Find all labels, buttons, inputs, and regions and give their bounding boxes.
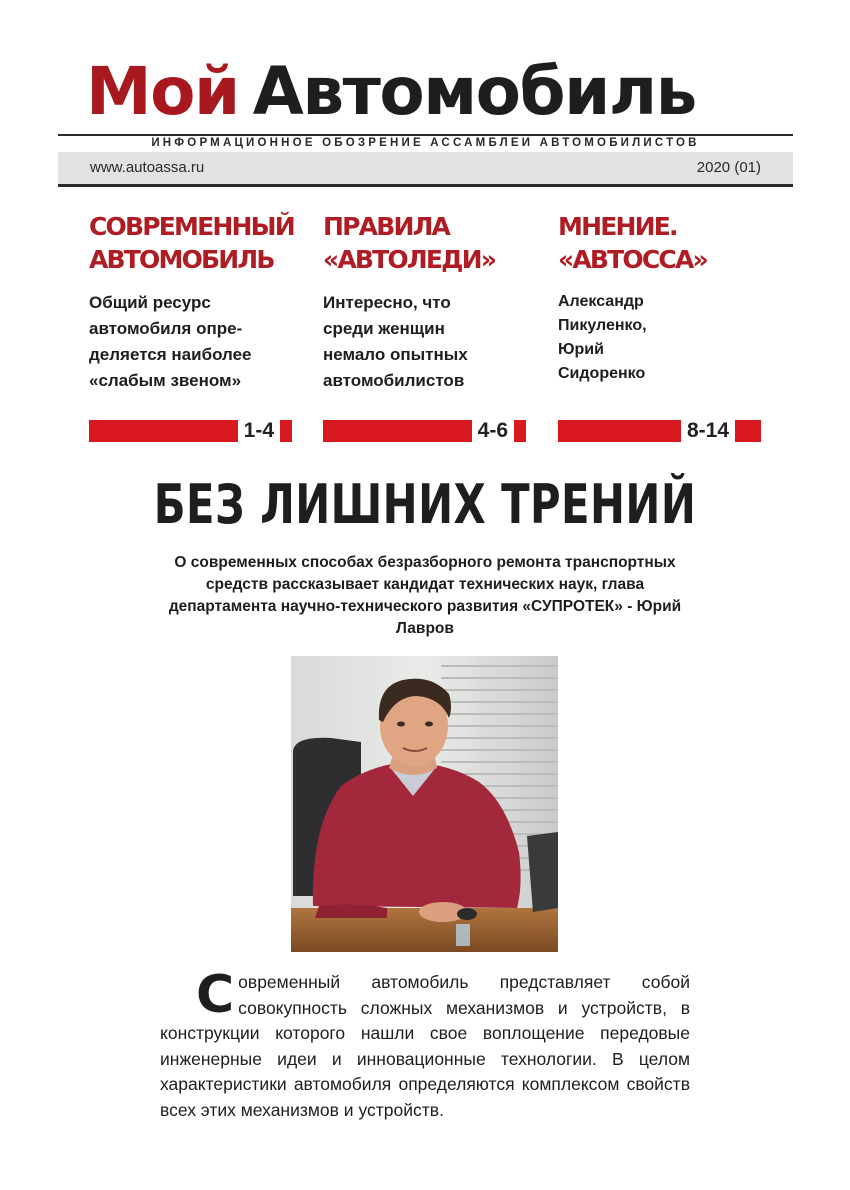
teaser-text: Общий ресурс автомобиля опре- деляется наиболее «слабым звеном» [89, 293, 252, 390]
article-lede: О современных способах безразборного ремонта транспортных средств рассказывает кандидат технических наук, глава департамента научно-технического развития «СУПРОТЕК» - Юрий Лавров [168, 554, 682, 637]
teaser-page-bar [558, 420, 761, 442]
publication-title [86, 52, 696, 132]
article-body-text: овременный автомобиль представляет собой совокупность сложных механизмов и устройств, в конструкции которого нашли свое воплощение передовые инженерные идеи и инновационные технологии. В целом характеристики автомобиля определяются комплексом свойств всех этих механизмов и устройств. [160, 972, 690, 1120]
website-link[interactable]: www.autoassa.ru [90, 159, 205, 176]
title-word-moy: Мой [86, 53, 239, 130]
issue-number: 2020 (01) [696, 159, 761, 176]
page-range[interactable]: 8-14 [681, 420, 735, 442]
teaser-auto-ladies[interactable] [323, 210, 528, 394]
teaser-page-bar [89, 420, 292, 442]
title-word-avtomobil: Автомобиль [252, 53, 696, 130]
teaser-page-bar [323, 420, 526, 442]
teaser-text: Александр Пикуленко, Юрий Сидоренко [558, 293, 647, 382]
teaser-opinion[interactable] [558, 210, 763, 386]
article-body [160, 965, 690, 1123]
masthead-bottom-rule [58, 184, 793, 187]
teaser-heading: ПРАВИЛА «АВТОЛЕДИ» [323, 212, 496, 274]
masthead-info-band [58, 152, 793, 184]
teaser-heading: СОВРЕМЕННЫЙ АВТОМОБИЛЬ [89, 212, 294, 274]
page-range[interactable]: 4-6 [472, 420, 514, 442]
teaser-modern-car[interactable] [89, 210, 294, 394]
portrait-photo [291, 656, 558, 952]
drop-cap: С [196, 965, 235, 1025]
teaser-heading: МНЕНИЕ. «АВТОССА» [558, 212, 707, 274]
publication-subtitle: ИНФОРМАЦИОННОЕ ОБОЗРЕНИЕ АССАМБЛЕИ АВТОМОБИЛИСТОВ [151, 137, 700, 149]
article-headline: БЕЗ ЛИШНИХ ТРЕНИЙ [153, 473, 697, 536]
page-range[interactable]: 1-4 [238, 420, 280, 442]
computer-mouse [457, 908, 477, 920]
teaser-text: Интересно, что среди женщин немало опытных автомобилистов [323, 293, 468, 390]
